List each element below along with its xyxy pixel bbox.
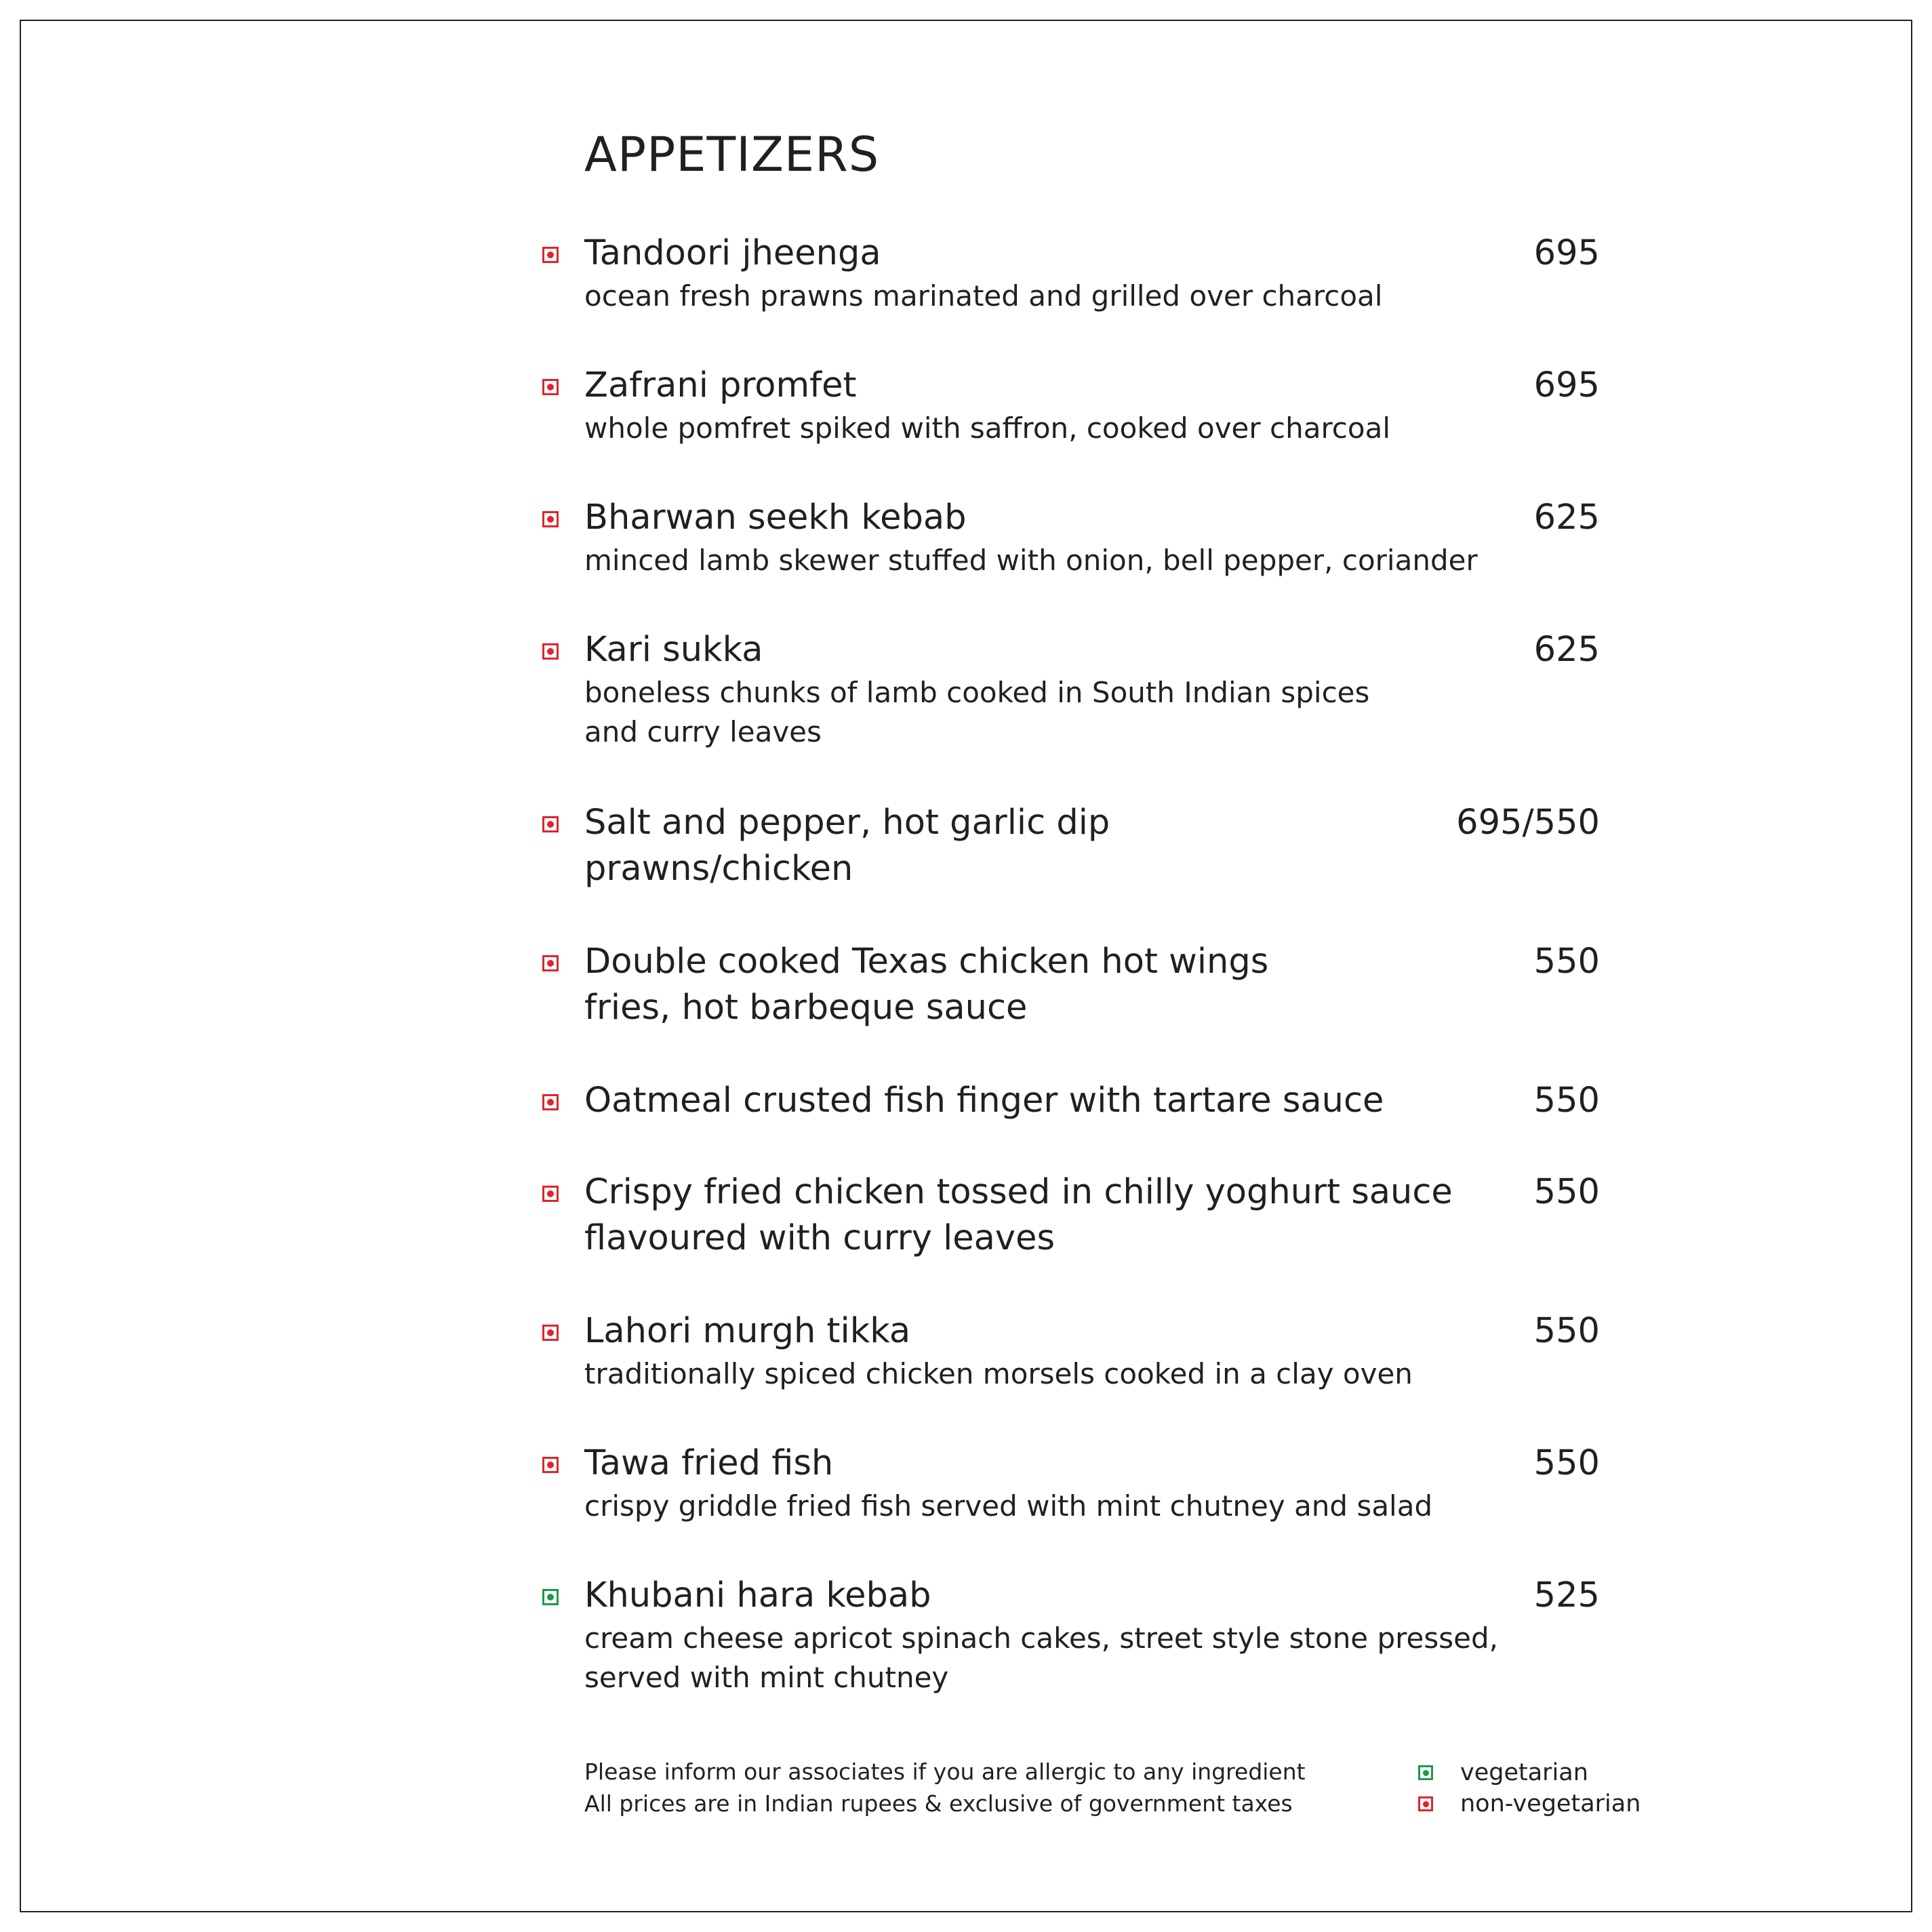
item-price: 625	[1533, 498, 1600, 538]
item-price: 695	[1533, 365, 1600, 405]
item-description: traditionally spiced chicken morsels cooked in a clay oven	[584, 1357, 1413, 1390]
non-vegetarian-icon	[542, 1094, 559, 1110]
item-price: 695	[1533, 233, 1600, 273]
item-description: crispy griddle fried fish served with mint chutney and salad	[584, 1489, 1433, 1523]
non-vegetarian-icon	[542, 816, 559, 832]
non-vegetarian-icon	[542, 1457, 559, 1473]
item-price: 625	[1533, 630, 1600, 670]
menu-item	[542, 1078, 1600, 1125]
item-price: 550	[1533, 1081, 1600, 1121]
non-vegetarian-icon	[542, 1186, 559, 1202]
menu-item	[542, 627, 1600, 756]
item-name: Khubani hara kebab	[584, 1575, 931, 1615]
item-price: 550	[1533, 1311, 1600, 1351]
menu-item	[542, 363, 1600, 451]
item-price: 550	[1533, 1443, 1600, 1483]
item-name: Oatmeal crusted fish finger with tartare sauce	[584, 1081, 1384, 1121]
menu-item	[542, 1441, 1600, 1529]
item-description: cream cheese apricot spinach cakes, street style stone pressed,	[584, 1622, 1498, 1655]
item-name: Lahori murgh tikka	[584, 1311, 911, 1351]
item-name: Double cooked Texas chicken hot wings	[584, 942, 1269, 982]
item-name-continued: fries, hot barbeque sauce	[584, 988, 1028, 1028]
item-description: and curry leaves	[584, 715, 822, 748]
menu-item	[542, 495, 1600, 583]
legend-vegetarian-label: vegetarian	[1460, 1759, 1588, 1786]
legend-vegetarian	[1418, 1757, 1649, 1788]
legend-non-vegetarian-label: non-vegetarian	[1460, 1790, 1641, 1817]
menu-item	[542, 1169, 1600, 1264]
item-price: 550	[1533, 1172, 1600, 1212]
non-vegetarian-icon	[1418, 1796, 1433, 1811]
item-name: Tandoori jheenga	[584, 233, 881, 273]
legend	[1418, 1757, 1649, 1819]
legend-non-vegetarian	[1418, 1788, 1649, 1819]
price-note: All prices are in Indian rupees & exclusive of government taxes	[584, 1790, 1293, 1817]
section-heading: APPETIZERS	[584, 127, 880, 182]
non-vegetarian-icon	[542, 247, 559, 263]
menu-item	[542, 1573, 1600, 1702]
item-name: Bharwan seekh kebab	[584, 498, 967, 538]
menu-item	[542, 1308, 1600, 1396]
item-name-continued: prawns/chicken	[584, 849, 853, 889]
item-price: 695/550	[1456, 803, 1600, 843]
vegetarian-icon	[542, 1589, 559, 1605]
item-description: ocean fresh prawns marinated and grilled over charcoal	[584, 279, 1383, 313]
menu-item	[542, 800, 1600, 895]
item-name: Salt and pepper, hot garlic dip	[584, 803, 1110, 843]
vegetarian-icon	[1418, 1765, 1433, 1780]
item-description: served with mint chutney	[584, 1661, 949, 1694]
non-vegetarian-icon	[542, 511, 559, 527]
item-name: Zafrani promfet	[584, 365, 857, 405]
footer-notes	[584, 1756, 1306, 1819]
item-name-continued: flavoured with curry leaves	[584, 1218, 1055, 1258]
non-vegetarian-icon	[542, 379, 559, 395]
item-description: minced lamb skewer stuffed with onion, bell pepper, coriander	[584, 544, 1478, 577]
item-name: Tawa fried fish	[584, 1443, 834, 1483]
non-vegetarian-icon	[542, 643, 559, 660]
item-price: 550	[1533, 942, 1600, 982]
menu-item	[542, 230, 1600, 319]
item-description: boneless chunks of lamb cooked in South Indian spices	[584, 676, 1370, 709]
non-vegetarian-icon	[542, 955, 559, 971]
non-vegetarian-icon	[542, 1325, 559, 1341]
menu-item	[542, 939, 1600, 1034]
item-price: 525	[1533, 1575, 1600, 1615]
item-name: Crispy fried chicken tossed in chilly yoghurt sauce	[584, 1172, 1453, 1212]
item-description: whole pomfret spiked with saffron, cooked over charcoal	[584, 411, 1391, 445]
allergy-note: Please inform our associates if you are allergic to any ingredient	[584, 1758, 1306, 1785]
item-name: Kari sukka	[584, 630, 763, 670]
